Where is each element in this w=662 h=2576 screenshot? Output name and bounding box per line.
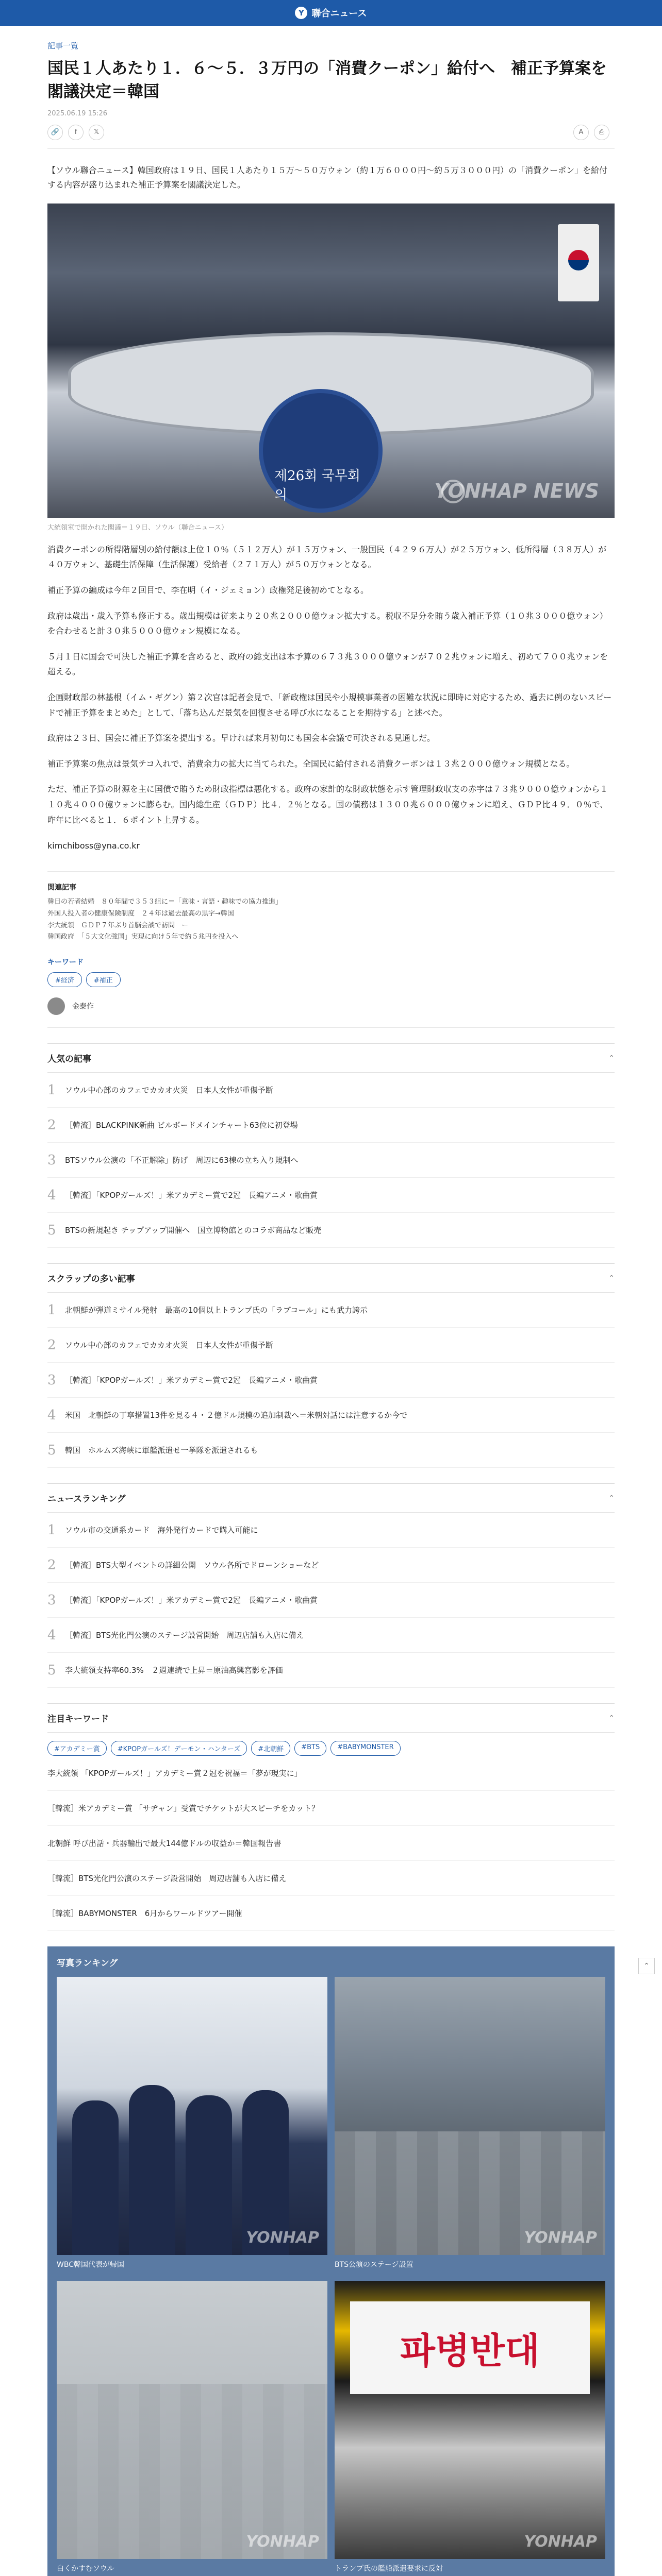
keyword-tags — [47, 972, 615, 987]
list-item[interactable] — [47, 1293, 615, 1328]
section-title: 写真ランキング — [57, 1958, 118, 1969]
list-item-text: ソウル中心部のカフェでカカオ火災 日本人女性が重傷予断 — [65, 1341, 273, 1350]
related-list — [47, 896, 615, 943]
facebook-icon[interactable]: f — [68, 125, 84, 140]
rank-number: 5 — [47, 1222, 56, 1238]
list-item-text: ［韓流］「KPOPガールズ！」米アカデミー賞で2冠 長編アニメ・歌曲賞 — [65, 1191, 318, 1200]
list-item-text: ソウル市の交通系カード 海外発行カードで購入可能に — [65, 1526, 258, 1535]
article-date: 2025.06.19 15:26 — [47, 109, 108, 117]
list-item[interactable] — [47, 1548, 615, 1583]
flag-emblem — [568, 250, 589, 270]
article-paragraph: 補正予算の編成は今年２回目で、李在明（イ・ジェミョン）政権発足後初めてとなる。 — [47, 585, 369, 596]
article-paragraph: 消費クーポンの所得階層別の給付額は上位１０％（５１２万人）が１５万ウォン、一般国民（４２９６万人）が２５万ウォン、低所得層（３８万人）が４０万ウォン、基礎生活保障（生活保護）受給者（２７１万人）が５０万ウォンとなる。 — [47, 544, 607, 570]
photo-watermark: YONHAP NEWS — [434, 479, 599, 502]
rank-number: 2 — [47, 1557, 56, 1573]
list-item-text: 北朝鮮が弾道ミサイル発射 最高の10個以上トランプ氏の「ラブコール」にも武力誇示 — [65, 1306, 368, 1315]
avatar — [47, 997, 65, 1015]
list-item[interactable] — [47, 1143, 615, 1178]
trending-tag[interactable]: #KPOPガールズ！デーモン・ハンターズ — [111, 1741, 247, 1756]
article-lead: 【ソウル聯合ニュース】韓国政府は１９日、国民１人あたり１５万～５０万ウォン（約１万６０００円～約５万３０００円）の「消費クーポン」を給付する内容が盛り込まれた補正予算案を閣議決定した。 — [47, 165, 608, 190]
rank-number: 3 — [47, 1592, 56, 1608]
keyword-heading: キーワード — [47, 958, 84, 967]
list-item-text: ［韓流］BLACKPINK新曲 ビルボードメインチャート63位に初登場 — [65, 1121, 298, 1130]
list-item[interactable]: ［韓流］米アカデミー賞 「サヂャン」受賞でチケットが大スピーチをカット？ — [47, 1791, 615, 1826]
list-item-text: ソウル中心部のカフェでカカオ火災 日本人女性が重傷予断 — [65, 1086, 273, 1095]
related-item[interactable]: 韓日の若者結婚 ８０年間で３５３組に＝「意味・言語・趣味での協力推進」 — [47, 898, 283, 906]
site-logo[interactable]: 聯合ニュース — [311, 8, 367, 19]
trending-tags — [47, 1741, 615, 1756]
rank-number: 1 — [47, 1522, 56, 1538]
list-item[interactable] — [47, 1073, 615, 1108]
chevron-up-icon[interactable]: ⌃ — [608, 1494, 615, 1502]
photo-card[interactable] — [335, 1977, 605, 2274]
rank-number: 4 — [47, 1407, 56, 1423]
photo-icon — [335, 1977, 605, 2255]
rank-number: 3 — [47, 1152, 56, 1168]
list-item[interactable] — [47, 1618, 615, 1653]
article-paragraph: ５月１日に国会で可決した補正予算を含めると、政府の総支出は本予算の６７３兆３０００億ウォンが７０２兆ウォンに増え、初めて７００兆ウォンを超える。 — [47, 651, 608, 677]
photo-label: WBC韓国代表が帰国 — [57, 2261, 124, 2269]
photo-ranking-section — [47, 1946, 615, 2576]
rank-number: 5 — [47, 1662, 56, 1678]
section-title: スクラップの多い記事 — [47, 1274, 135, 1285]
list-item[interactable] — [47, 1328, 615, 1363]
list-item[interactable] — [47, 1178, 615, 1213]
scoop-section — [47, 1263, 615, 1468]
keyword-tag[interactable]: #経済 — [47, 972, 82, 987]
chevron-up-icon[interactable]: ⌃ — [608, 1274, 615, 1282]
list-item[interactable]: ［韓流］BTS光化門公演のステージ設営開始 周辺店舗も入店に備え — [47, 1861, 615, 1896]
photo-label: BTS公演のステージ設置 — [335, 2261, 413, 2269]
list-item[interactable] — [47, 1108, 615, 1143]
photo-card[interactable] — [57, 2281, 327, 2576]
reporter-email[interactable]: kimchiboss@yna.co.kr — [47, 841, 140, 851]
list-item[interactable]: 北朝鮮 呼び出話・兵器輸出で最大144億ドルの収益か＝韓国報告書 — [47, 1826, 615, 1861]
page-title: 国民１人あたり１．６～５．３万円の「消費クーポン」給付へ 補正予算案を閣議決定＝韓国 — [47, 59, 607, 101]
list-item-text: BTSソウル公演の「不正解除」防げ 周辺に63棟の立ち入り規制へ — [65, 1156, 299, 1165]
photo-nameplate: 제26회 국무회의 — [274, 468, 360, 503]
trending-header[interactable] — [47, 1704, 615, 1733]
news-ranking-header[interactable] — [47, 1484, 615, 1513]
photo-icon — [335, 2281, 605, 2559]
chevron-up-icon[interactable]: ⌃ — [608, 1054, 615, 1062]
breadcrumb[interactable]: 記事一覧 — [47, 41, 79, 50]
list-item[interactable] — [47, 1653, 615, 1688]
rank-number: 5 — [47, 1442, 56, 1458]
list-item[interactable]: 李大統領 「KPOPガールズ！」アカデミー賞２冠を祝福＝「夢が現実に」 — [47, 1756, 615, 1791]
photo-icon — [57, 2281, 327, 2559]
photo-banner: 파병반대 — [350, 2301, 590, 2394]
rank-number: 3 — [47, 1372, 56, 1388]
rank-number: 2 — [47, 1117, 56, 1133]
chevron-up-icon[interactable]: ⌃ — [608, 1714, 615, 1722]
section-title: 注目キーワード — [47, 1714, 109, 1725]
article-paragraph: 政府は２３日、国会に補正予算案を提出する。早ければ来月初旬にも国会本会議で可決される見通しだ。 — [47, 733, 436, 743]
photo-label: トランプ氏の艦船派遣要求に反対 — [335, 2565, 443, 2573]
article-photo — [47, 204, 615, 518]
list-item-text: ［韓流］「KPOPガールズ！」米アカデミー賞で2冠 長編アニメ・歌曲賞 — [65, 1596, 318, 1605]
list-item-text: BTSの新規起き チップアップ開催へ 国立博物館とのコラボ商品など販売 — [65, 1226, 322, 1235]
site-header — [0, 0, 662, 26]
keyword-tag[interactable]: #補正 — [86, 972, 121, 987]
related-heading: 関連記事 — [47, 884, 76, 892]
article-paragraph: 政府は歳出・歳入予算も修正する。歳出規模は従来より２０兆２０００億ウォン拡大する。税収不足分を賄う歳入補正予算（１０兆３０００億ウォン）を合わせると計３０兆５０００億ウォン規模になる。 — [47, 611, 608, 636]
photo-icon — [57, 1977, 327, 2255]
trending-section — [47, 1703, 615, 1931]
scoop-header[interactable] — [47, 1264, 615, 1293]
photo-watermark: YONHAP — [246, 2533, 319, 2551]
reporter-byline[interactable] — [47, 997, 615, 1028]
list-item[interactable] — [47, 1583, 615, 1618]
section-title: ニュースランキング — [47, 1494, 126, 1505]
rank-number: 1 — [47, 1302, 56, 1318]
popular-header[interactable] — [47, 1044, 615, 1073]
list-item[interactable] — [47, 1398, 615, 1433]
related-articles — [47, 871, 615, 943]
trending-tag[interactable]: #BTS — [294, 1741, 326, 1756]
list-item[interactable] — [47, 1513, 615, 1548]
photo-watermark: YONHAP — [524, 2533, 597, 2551]
font-size-icon[interactable]: A — [573, 125, 589, 140]
popular-section — [47, 1043, 615, 1248]
main-area — [0, 26, 662, 2576]
scroll-top-button[interactable] — [638, 1958, 655, 1974]
article-container — [47, 40, 615, 2576]
list-item-text: ［韓流］BTS光化門公演のステージ設営開始 周辺店舗も入店に備え — [65, 1631, 304, 1640]
photo-caption: 大統領室で開かれた閣議＝１９日、ソウル（聯合ニュース） — [47, 523, 228, 532]
related-item[interactable]: 韓国政府 「５大文化強国」実現に向け５年で約５兆円を投入へ — [47, 933, 239, 941]
related-item[interactable]: 李大統領 ＧＤＰ７年ぶり首脳会談で訪問 ー — [47, 921, 189, 929]
list-item-text: ［韓流］「KPOPガールズ！」米アカデミー賞で2冠 長編アニメ・歌曲賞 — [65, 1376, 318, 1385]
article-paragraph: ただ、補正予算の財源を主に国債で賄うため財政指標は悪化する。政府の家計的な財政状態を示す管理財政収支の赤字は７３兆９０００億ウォンから１１０兆４０００億ウォンに膨らむ。国内総生産（ＧＤＰ）比４．２％となる。国の債務は１３００兆６０００億ウォンに増え、ＧＤＰ比４９．０％で、昨年に比べると１．６ポイント上昇する。 — [47, 784, 608, 825]
logo-icon[interactable]: Y — [295, 7, 307, 19]
list-item-text: 米国 北朝鮮の丁寧措置13件を見る４・２億ドル規模の追加制裁へ＝米朝対話には注意するか今で — [65, 1411, 408, 1420]
reporter-name: 金泰作 — [72, 1003, 94, 1011]
link-icon[interactable]: 🔗 — [47, 125, 63, 140]
person-shape — [186, 2095, 232, 2255]
person-shape — [72, 2100, 119, 2255]
trending-tag[interactable]: #アカデミー賞 — [47, 1741, 107, 1756]
list-item[interactable] — [47, 1213, 615, 1248]
x-icon[interactable]: 𝕏 — [89, 125, 104, 140]
trending-tag[interactable]: #北朝鮮 — [251, 1741, 290, 1756]
photo-card[interactable] — [335, 2281, 605, 2576]
share-bar — [47, 125, 615, 149]
flag-icon — [558, 224, 599, 301]
rank-number: 4 — [47, 1627, 56, 1643]
list-item-text: 李大統領支持率60.3% ２週連続で上昇＝原油高興宮影を評価 — [65, 1666, 283, 1675]
section-title: 人気の記事 — [47, 1054, 91, 1065]
rank-number: 1 — [47, 1082, 56, 1098]
article-paragraph: 補正予算案の焦点は景気テコ入れで、消費余力の拡大に当てられた。全国民に給付される消費クーポンは１３兆２０００億ウォン規模となる。 — [47, 758, 575, 769]
list-item-text: 韓国 ホルムズ海峡に軍艦派遣せ一挙隊を派遣されるも — [65, 1446, 258, 1455]
related-item[interactable]: 外国人投入者の健康保険制度 ２４年は過去最高の黒字→韓国 — [47, 909, 234, 918]
photo-card[interactable] — [57, 1977, 327, 2274]
news-ranking-section — [47, 1483, 615, 1688]
list-item[interactable] — [47, 1433, 615, 1468]
rank-number: 4 — [47, 1187, 56, 1203]
list-item-text: ［韓流］BTS大型イベントの詳細公開 ソウル各所でドローンショーなど — [65, 1561, 319, 1570]
list-item[interactable] — [47, 1363, 615, 1398]
photo-label: 白くかすむソウル — [57, 2565, 114, 2573]
trending-tag[interactable]: #BABYMONSTER — [330, 1741, 400, 1756]
print-icon[interactable]: ⎙ — [594, 125, 609, 140]
article-paragraph: 企画財政部の林基根（イム・ギグン）第２次官は記者会見で、「新政権は国民や小規模事業者の困難な状況に即時に対応するため、過去に例のないスピードで補正予算をまとめた」として、「落ち込んだ景気を回復させる呼び水になることを期待する」と述べた。 — [47, 692, 612, 718]
photo-watermark: YONHAP — [524, 2229, 597, 2247]
person-shape — [129, 2085, 175, 2255]
list-item[interactable]: ［韓流］BABYMONSTER 6月からワールドツアー開催 — [47, 1896, 615, 1931]
photo-watermark: YONHAP — [246, 2229, 319, 2247]
chevron-up-icon: ⌃ — [643, 1962, 650, 1970]
photo-grid — [57, 1977, 605, 2576]
rank-number: 2 — [47, 1337, 56, 1353]
